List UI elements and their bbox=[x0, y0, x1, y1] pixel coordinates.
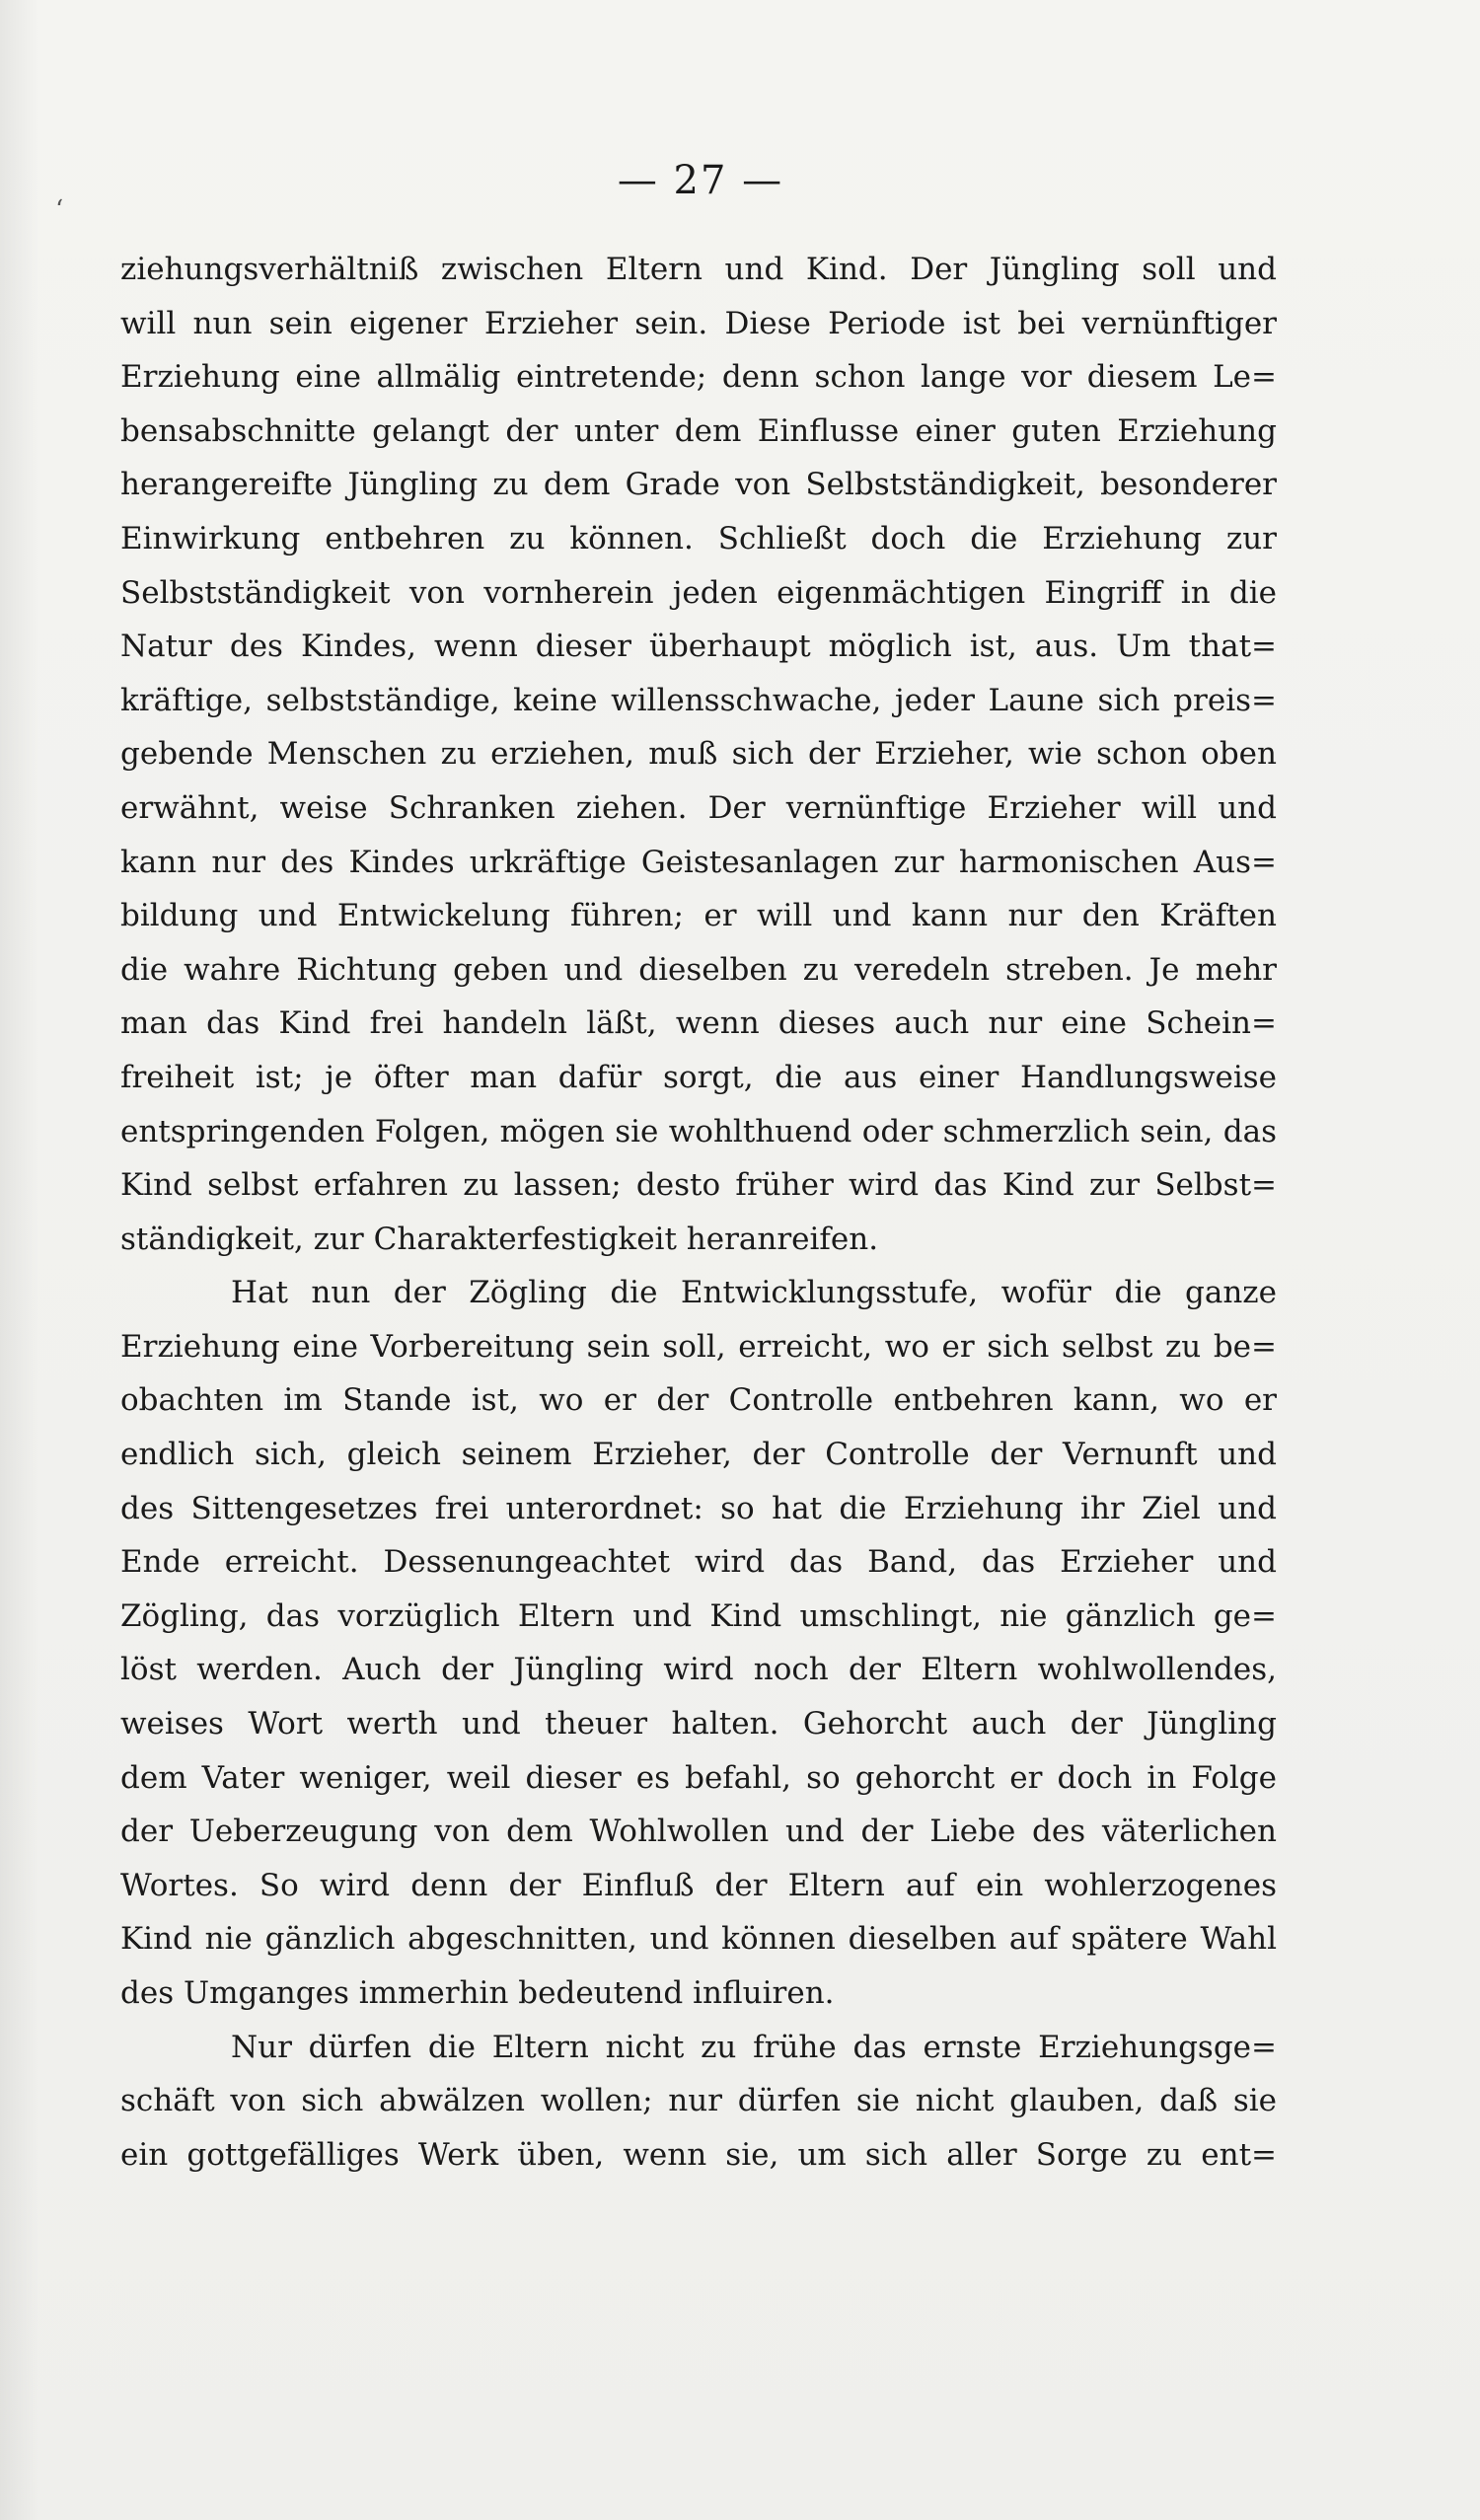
text-line: Ende erreicht. Dessenungeachtet wird das Band, das Erzieher und bbox=[120, 1544, 1277, 1581]
text-line: ständigkeit, zur Charakterfestigkeit heranreifen. bbox=[120, 1221, 879, 1257]
text-line: erwähnt, weise Schranken ziehen. Der vernünftige Erzieher will und bbox=[120, 789, 1277, 826]
text-line: endlich sich, gleich seinem Erzieher, der Controlle der Vernunft und bbox=[120, 1437, 1277, 1473]
text-line: bildung und Entwickelung führen; er will und kann nur den Kräften bbox=[120, 898, 1277, 934]
text-line: Kind nie gänzlich abgeschnitten, und können dieselben auf spätere Wahl bbox=[120, 1921, 1277, 1958]
text-line: Wortes. So wird denn der Einfluß der Eltern auf ein wohlerzogenes bbox=[120, 1867, 1277, 1903]
text-line: Kind selbst erfahren zu lassen; desto früher wird das Kind zur Selbst= bbox=[120, 1167, 1277, 1204]
text-line: gebende Menschen zu erziehen, muß sich der Erzieher, wie schon oben bbox=[120, 736, 1277, 773]
text-line: Selbstständigkeit von vornherein jeden eigenmächtigen Eingriff in die bbox=[120, 574, 1277, 611]
text-line: kann nur des Kindes urkräftige Geistesanlagen zur harmonischen Aus= bbox=[120, 844, 1277, 880]
text-line: ein gottgefälliges Werk üben, wenn sie, um sich aller Sorge zu ent= bbox=[120, 2136, 1277, 2173]
text-line: will nun sein eigener Erzieher sein. Diese Periode ist bei vernünftiger bbox=[120, 305, 1277, 341]
text-line: man das Kind frei handeln läßt, wenn dieses auch nur eine Schein= bbox=[120, 1005, 1277, 1042]
text-line: dem Vater weniger, weil dieser es befahl, so gehorcht er doch in Folge bbox=[120, 1759, 1277, 1796]
text-line: bensabschnitte gelangt der unter dem Einflusse einer guten Erziehung bbox=[120, 412, 1277, 449]
text-line: Einwirkung entbehren zu können. Schließt doch die Erziehung zur bbox=[120, 520, 1277, 556]
page-number: — 27 — bbox=[617, 158, 784, 203]
text-line: Erziehung eine allmälig eintretende; denn schon lange vor diesem Le= bbox=[120, 359, 1277, 396]
text-line: kräftige, selbstständige, keine willensschwache, jeder Laune sich preis= bbox=[120, 682, 1277, 718]
body-text bbox=[120, 243, 1277, 2182]
text-line: Zögling, das vorzüglich Eltern und Kind umschlingt, nie gänzlich ge= bbox=[120, 1597, 1277, 1634]
text-line: freiheit ist; je öfter man dafür sorgt, die aus einer Handlungsweise bbox=[120, 1059, 1277, 1095]
text-line: löst werden. Auch der Jüngling wird noch der Eltern wohlwollendes, bbox=[120, 1652, 1277, 1688]
text-line: weises Wort werth und theuer halten. Gehorcht auch der Jüngling bbox=[120, 1706, 1277, 1742]
paragraph-start-line: Nur dürfen die Eltern nicht zu frühe das ernste Erziehungsge= bbox=[231, 2029, 1277, 2065]
text-line: obachten im Stande ist, wo er der Controlle entbehren kann, wo er bbox=[120, 1382, 1277, 1419]
paragraph-start-line: Hat nun der Zögling die Entwicklungsstufe, wofür die ganze bbox=[231, 1275, 1277, 1311]
text-line: herangereifte Jüngling zu dem Grade von Selbstständigkeit, besonderer bbox=[120, 467, 1277, 503]
text-line: des Sittengesetzes frei unterordnet: so hat die Erziehung ihr Ziel und bbox=[120, 1490, 1277, 1526]
text-line: entspringenden Folgen, mögen sie wohlthuend oder schmerzlich sein, das bbox=[120, 1113, 1277, 1149]
text-line: Natur des Kindes, wenn dieser überhaupt möglich ist, aus. Um that= bbox=[120, 629, 1277, 665]
text-line: schäft von sich abwälzen wollen; nur dürfen sie nicht glauben, daß sie bbox=[120, 2083, 1277, 2119]
margin-mark: ‘ bbox=[55, 195, 64, 225]
text-line: des Umganges immerhin bedeutend influiren. bbox=[120, 1975, 835, 2011]
text-line: die wahre Richtung geben und dieselben zu veredeln streben. Je mehr bbox=[120, 951, 1277, 988]
text-line: Erziehung eine Vorbereitung sein soll, erreicht, wo er sich selbst zu be= bbox=[120, 1328, 1277, 1365]
text-line: der Ueberzeugung von dem Wohlwollen und der Liebe des väterlichen bbox=[120, 1814, 1277, 1850]
text-line: ziehungsverhältniß zwischen Eltern und Kind. Der Jüngling soll und bbox=[120, 252, 1277, 287]
